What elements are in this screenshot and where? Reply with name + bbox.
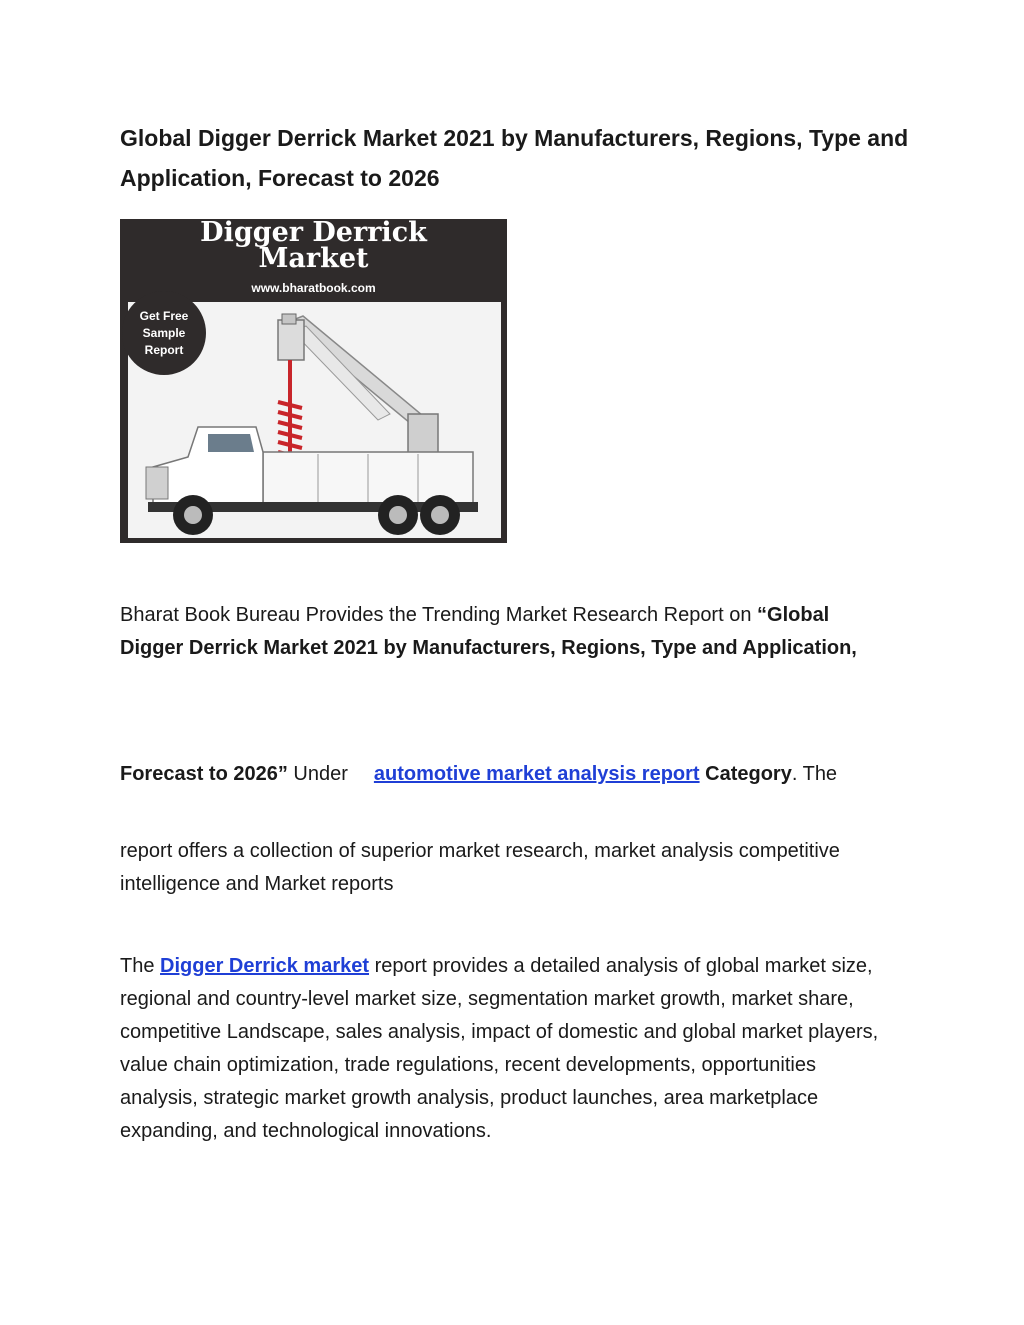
category-label: Category: [705, 763, 792, 785]
under-text: Under: [287, 763, 348, 785]
description-paragraph: [120, 950, 890, 1148]
banner-title-line1: Digger Derrick: [200, 219, 427, 248]
offers-paragraph: report offers a collection of superior market research, market analysis competitive intelligence and Market reports: [120, 840, 840, 895]
category-paragraph: [120, 758, 890, 791]
badge-line3: Report: [144, 342, 184, 357]
forecast-text: Forecast to 2026”: [120, 763, 288, 785]
report-banner[interactable]: [120, 219, 507, 543]
badge-line1: Get Free: [139, 308, 189, 323]
page-title: Global Digger Derrick Market 2021 by Manufacturers, Regions, Type and Application, Forecast to 2026: [120, 125, 909, 191]
banner-title-line2: Market: [258, 243, 369, 274]
desc-prefix: The: [120, 955, 161, 977]
digger-derrick-market-link[interactable]: Digger Derrick market: [160, 955, 370, 977]
banner-url: www.bharatbook.com: [251, 281, 376, 295]
intro-paragraph: [120, 599, 890, 665]
get-free-sample-badge[interactable]: [122, 291, 206, 375]
badge-line2: Sample: [142, 325, 186, 340]
the-text: . The: [791, 763, 838, 785]
intro-text: Bharat Book Bureau Provides the Trending Market Research Report on: [120, 604, 758, 626]
desc-body: report provides a detailed analysis of global market size, regional and country-level market size, segmentation market growth, market share, competitive Landscape, sales analysis, impact of domestic and global market players, value chain optimization, trade regulations, recent developments, opportunities analysis, strategic market growth analysis, product launches, area marketplace expanding, and technological innovations.: [120, 955, 879, 1142]
intro-report-title: “Global Digger Derrick Market 2021 by Manufacturers, Regions, Type and Application,: [120, 604, 857, 659]
automotive-report-link[interactable]: automotive market analysis report: [373, 763, 700, 785]
